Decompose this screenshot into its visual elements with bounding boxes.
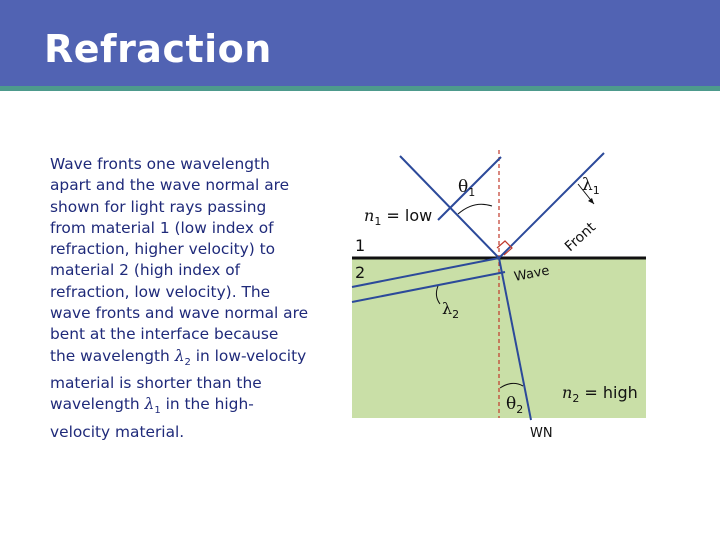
theta-1-label: $\theta_1$ — [458, 177, 476, 199]
body-text — [50, 154, 335, 443]
incident-wave-front-2 — [499, 153, 604, 258]
n2-label: $n_2$ = high — [562, 383, 638, 405]
material-2-label: 2 — [355, 263, 366, 282]
wave-label: Wave — [512, 263, 551, 285]
wave-normal-label: WN — [530, 426, 553, 441]
body-text-part-3: in the high- velocity material. — [50, 395, 254, 441]
refraction-figure — [340, 150, 660, 450]
lambda-1-subscript: 1 — [154, 405, 161, 417]
n1-label: $n_1$ = low — [364, 206, 433, 228]
body-text-part-1: Wave fronts one wavelength apart and the wave normal are shown for light rays passing from material 1 (low index of refraction, higher velocity) to material 2 (high index of refraction, low velocity). The wave fronts and wave normal are bent at the interface because the wavelength — [50, 155, 309, 365]
material-1-label: 1 — [355, 236, 366, 255]
slide-title: Refraction — [44, 27, 272, 71]
lambda-2-symbol: λ — [174, 346, 185, 365]
refraction-diagram — [340, 150, 660, 450]
front-label: Front — [561, 219, 600, 255]
title-divider — [0, 86, 720, 91]
lambda-1-label: $\lambda_1$ — [582, 175, 600, 197]
lambda-2-subscript: 2 — [184, 356, 191, 368]
lambda-2-label: $\lambda_2$ — [442, 299, 460, 321]
theta-2-label: $\theta_2$ — [506, 394, 524, 416]
lambda-1-arrowhead — [588, 198, 594, 204]
lambda-1-symbol: λ — [144, 395, 155, 414]
body-text-part-2: in low-velocity material is shorter than the wavelength — [50, 346, 307, 414]
theta-1-arc — [458, 204, 492, 214]
